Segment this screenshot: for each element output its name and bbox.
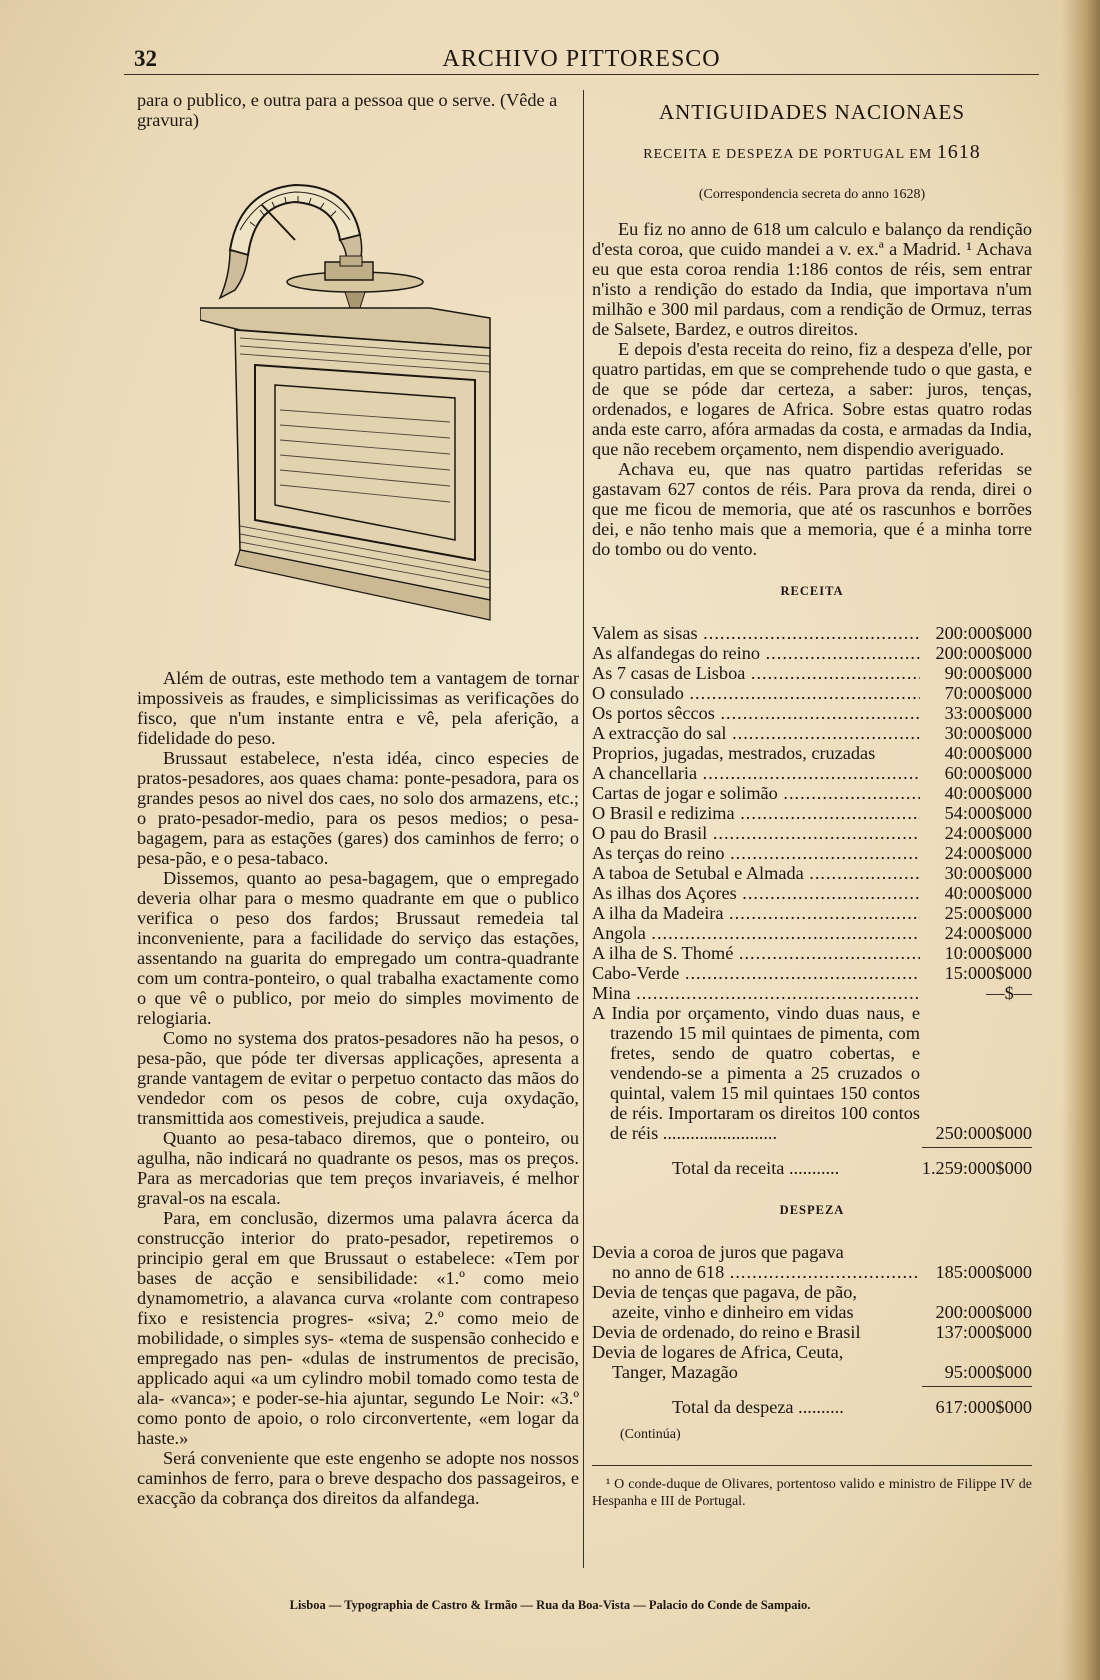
receita-label: Cartas de jogar e solimão .....	[592, 783, 920, 803]
despeza-row	[592, 1302, 1032, 1322]
despeza-label: Tanger, Mazagão	[612, 1362, 738, 1382]
receita-value: 10:000$000	[944, 943, 1032, 963]
receita-value: 24:000$000	[944, 823, 1032, 843]
receita-row	[592, 783, 1032, 803]
receita-label: Os portos sêccos .....	[592, 703, 920, 723]
despeza-label: Devia de tenças que pagava, de pão,	[592, 1282, 857, 1302]
receita-value: 90:000$000	[944, 663, 1032, 683]
india-value: 250:000$000	[935, 1123, 1032, 1143]
receita-row	[592, 903, 1032, 923]
left-top-text: para o publico, e outra para a pessoa que o serve. (Vêde a gravura)	[137, 90, 558, 130]
receita-value: 40:000$000	[944, 883, 1032, 903]
despeza-label: azeite, vinho e dinheiro em vidas	[612, 1302, 854, 1322]
total-receita-label: Total da receita ...........	[672, 1158, 840, 1178]
despeza-row	[592, 1322, 1032, 1342]
receita-value: 70:000$000	[944, 683, 1032, 703]
receita-label: Valem as sisas .....	[592, 623, 920, 643]
receita-row	[592, 923, 1032, 943]
left-column-body	[137, 668, 579, 1508]
column-rule	[583, 90, 584, 1568]
despeza-value: 137:000$000	[935, 1322, 1032, 1342]
despeza-total	[592, 1391, 1032, 1417]
footnote: ¹ O conde-duque de Olivares, portentoso valido e ministro de Filippe IV de Hespanha e III de Portugal.	[592, 1477, 1032, 1509]
weighing-scale-engraving	[200, 180, 530, 630]
receita-value: 60:000$000	[944, 763, 1032, 783]
despeza-row	[592, 1342, 1032, 1362]
left-paragraph: Dissemos, quanto ao pesa-bagagem, que o empregado deveria olhar para o mesmo quadrante em que o publico verifica o peso dos fardos; Brussaut remedeia tal inconveniente, para a facilidade do serviço das estações, assentando na guarita do empregado um contra-quadrante com um contra-ponteiro, o qual trabalha exactamente como o que vê o publico, por meio do simples movimento de relogiaria.	[137, 868, 579, 1028]
receita-row	[592, 703, 1032, 723]
receita-value: 200:000$000	[935, 643, 1032, 663]
despeza-label: Devia a coroa de juros que pagava	[592, 1242, 844, 1262]
source-note: (Correspondencia secreta do anno 1628)	[698, 187, 926, 202]
receita-row	[592, 683, 1032, 703]
receita-label: A taboa de Setubal e Almada .....	[592, 863, 920, 883]
receita-value: 30:000$000	[944, 723, 1032, 743]
receita-total	[592, 1152, 1032, 1178]
total-despeza-value: 617:000$000	[935, 1397, 1032, 1417]
article-subtitle	[592, 142, 1032, 165]
page-edge-shadow	[1062, 0, 1100, 1680]
india-text: A India por orçamento, vindo duas naus, e trazendo 15 mil quintaes de pimenta, com fretes, sendo de quatro cobertas, e vendendo-se a pimenta a 25 cruzados o quintal, valem 15 mil quintaes 150 contos de réis. Importaram os direitos 100 contos de réis .........................	[592, 1003, 920, 1143]
receita-value: 40:000$000	[944, 783, 1032, 803]
receita-row	[592, 723, 1032, 743]
receita-label: Cabo-Verde .....	[592, 963, 920, 983]
article-title: ANTIGUIDADES NACIONAES	[658, 100, 966, 124]
receita-label: Angola .....	[592, 923, 920, 943]
receita-value: 30:000$000	[944, 863, 1032, 883]
receita-total-rule	[922, 1147, 1032, 1148]
right-paragraph: Eu fiz no anno de 618 um calculo e balanço da rendição d'esta coroa, que cuido mandei a v. ex.ª a Madrid. ¹ Achava eu que esta coroa rendia 1:186 contos de réis, sem entrar n'isto a rendição do estado da India, que importava n'um milhão e 300 mil pardaus, com a rendição de Ormuz, terras de Salsete, Bardez, e outros direitos.	[592, 219, 1032, 339]
left-paragraph: Quanto ao pesa-tabaco diremos, que o ponteiro, ou agulha, não indicará no quadrante os pesos, mas os preços. Para as mercadorias que tem preços invariaveis, é melhor graval-os na escala.	[137, 1128, 579, 1208]
receita-value: 200:000$000	[935, 623, 1032, 643]
receita-value: 24:000$000	[944, 923, 1032, 943]
receita-label: O consulado .....	[592, 683, 920, 703]
left-paragraph: Como no systema dos pratos-pesadores não ha pesos, o pesa-pão, que póde ter diversas applicações, apresenta a grande vantagem de evitar o perpetuo contacto das mãos do vendedor com os pesos de cobre, cuja oxydação, transmittida aos comestiveis, prejudica a saude.	[137, 1028, 579, 1128]
despeza-value: 95:000$000	[944, 1362, 1032, 1382]
despeza-value: 185:000$000	[935, 1262, 1032, 1282]
receita-heading: RECEITA	[780, 584, 844, 598]
receita-value: —$—	[986, 983, 1032, 1003]
continua-note: (Continúa)	[620, 1427, 681, 1442]
receita-value: 40:000$000	[944, 743, 1032, 763]
receita-label: A chancellaria .....	[592, 763, 920, 783]
despeza-label: Devia de ordenado, do reino e Brasil	[592, 1322, 861, 1342]
total-despeza-label: Total da despeza ..........	[672, 1397, 844, 1417]
receita-value: 24:000$000	[944, 843, 1032, 863]
receita-value: 15:000$000	[944, 963, 1032, 983]
receita-row	[592, 943, 1032, 963]
left-paragraph: Além de outras, este methodo tem a vantagem de tornar impossiveis as fraudes, e simplicissimas as verificações do fisco, que n'um instante entra e vê, pela aferição, a fidelidade do peso.	[137, 668, 579, 748]
receita-row	[592, 843, 1032, 863]
receita-label: As terças do reino .....	[592, 843, 920, 863]
header-rule	[124, 74, 1039, 75]
receita-table	[592, 623, 1032, 1178]
receita-label: As ilhas dos Açores .....	[592, 883, 920, 903]
despeza-table	[592, 1242, 1032, 1417]
receita-row	[592, 963, 1032, 983]
imprint-line: Lisboa — Typographia de Castro & Irmão — Rua da Boa-Vista — Palacio do Conde de Sampaio.	[289, 1598, 811, 1612]
receita-row	[592, 643, 1032, 663]
receita-label: Mina .....	[592, 983, 920, 1003]
left-paragraph: Será conveniente que este engenho se adopte nos nossos caminhos de ferro, para o breve despacho dos passageiros, e exacção da cobrança dos direitos da alfandega.	[137, 1448, 579, 1508]
despeza-value: 200:000$000	[935, 1302, 1032, 1322]
receita-label: As 7 casas de Lisboa .....	[592, 663, 920, 683]
receita-row	[592, 743, 1032, 763]
receita-label: A extracção do sal .....	[592, 723, 920, 743]
receita-row	[592, 883, 1032, 903]
receita-row	[592, 663, 1032, 683]
receita-india-row	[592, 1003, 1032, 1143]
despeza-label: no anno de 618 .....	[612, 1262, 920, 1282]
despeza-row	[592, 1262, 1032, 1282]
receita-label: O pau do Brasil .....	[592, 823, 920, 843]
receita-value: 33:000$000	[944, 703, 1032, 723]
despeza-total-rule	[922, 1386, 1032, 1387]
receita-label: As alfandegas do reino .....	[592, 643, 920, 663]
despeza-row	[592, 1362, 1032, 1382]
receita-label: A ilha da Madeira .....	[592, 903, 920, 923]
receita-label: O Brasil e redizima .....	[592, 803, 920, 823]
receita-row	[592, 763, 1032, 783]
total-receita-value: 1.259:000$000	[921, 1158, 1032, 1178]
publication-title: ARCHIVO PITTORESCO	[442, 46, 721, 72]
receita-label: A ilha de S. Thomé .....	[592, 943, 920, 963]
running-header	[124, 46, 1039, 76]
left-paragraph: Brussaut estabelece, n'esta idéa, cinco especies de pratos-pesadores, aos quaes chama: ponte-pesadora, para os grandes pesos ao nivel dos caes, no solo dos armazens, etc.; o prato-pesador-medio, para os pesos medios; o pesa-bagagem, para as estações (gares) dos caminhos de ferro; o pesa-pão, e o pesa-tabaco.	[137, 748, 579, 868]
receita-value: 25:000$000	[944, 903, 1032, 923]
subtitle-text: RECEITA E DESPEZA DE PORTUGAL EM	[643, 147, 933, 162]
footnote-rule	[592, 1465, 1032, 1466]
despeza-heading: DESPEZA	[779, 1203, 845, 1217]
page-number: 32	[134, 46, 157, 71]
receita-row	[592, 803, 1032, 823]
receita-row	[592, 863, 1032, 883]
receita-row	[592, 623, 1032, 643]
right-paragraph: E depois d'esta receita do reino, fiz a despeza d'elle, por quatro partidas, em que se comprehende tudo o que gasta, e de que se póde dar certeza, a saber: juros, tenças, ordenados, e logares de Africa. Sobre estas quatro rodas anda este carro, afóra armadas da costa, e armadas da India, que não recebem orçamento, nem dispendio averiguado.	[592, 339, 1032, 459]
left-column-top	[137, 90, 579, 130]
receita-row	[592, 983, 1032, 1003]
right-column	[592, 90, 1032, 1510]
receita-label: Proprios, jugadas, mestrados, cruzadas	[592, 743, 876, 763]
despeza-row	[592, 1242, 1032, 1262]
right-paragraph: Achava eu, que nas quatro partidas referidas se gastavam 627 contos de réis. Para prova da renda, direi o que me ficou de memoria, que até os rascunhos e borrões dei, e não tenho mais que a memoria, que é a minha torre do tombo ou do vento.	[592, 459, 1032, 559]
subtitle-year: 1618	[936, 141, 981, 163]
receita-value: 54:000$000	[944, 803, 1032, 823]
despeza-label: Devia de logares de Africa, Ceuta,	[592, 1342, 844, 1362]
left-paragraph: Para, em conclusão, dizermos uma palavra ácerca da construcção interior do prato-pesador, repetiremos o principio geral em que Brussaut o estabelece: «Tem por bases de acção e sensibilidade: «1.º como meio dynamometrio, a alavanca curva «rolante com contrapeso fixo e resistencia progres- «siva; 2.º como meio de mobilidade, o simples sys- «tema de suspensão conhecido e empregado nas pen- «dulas de instrumentos de precisão, applicado aqui «a um cylindro mobil tomado como testa de ala- «vanca»; e poder-se-hia ajuntar, segundo Le Noir: «3.º como ponto de apoio, o rolo circonvertente, «em logar da haste.»	[137, 1208, 579, 1448]
receita-row	[592, 823, 1032, 843]
despeza-row	[592, 1282, 1032, 1302]
